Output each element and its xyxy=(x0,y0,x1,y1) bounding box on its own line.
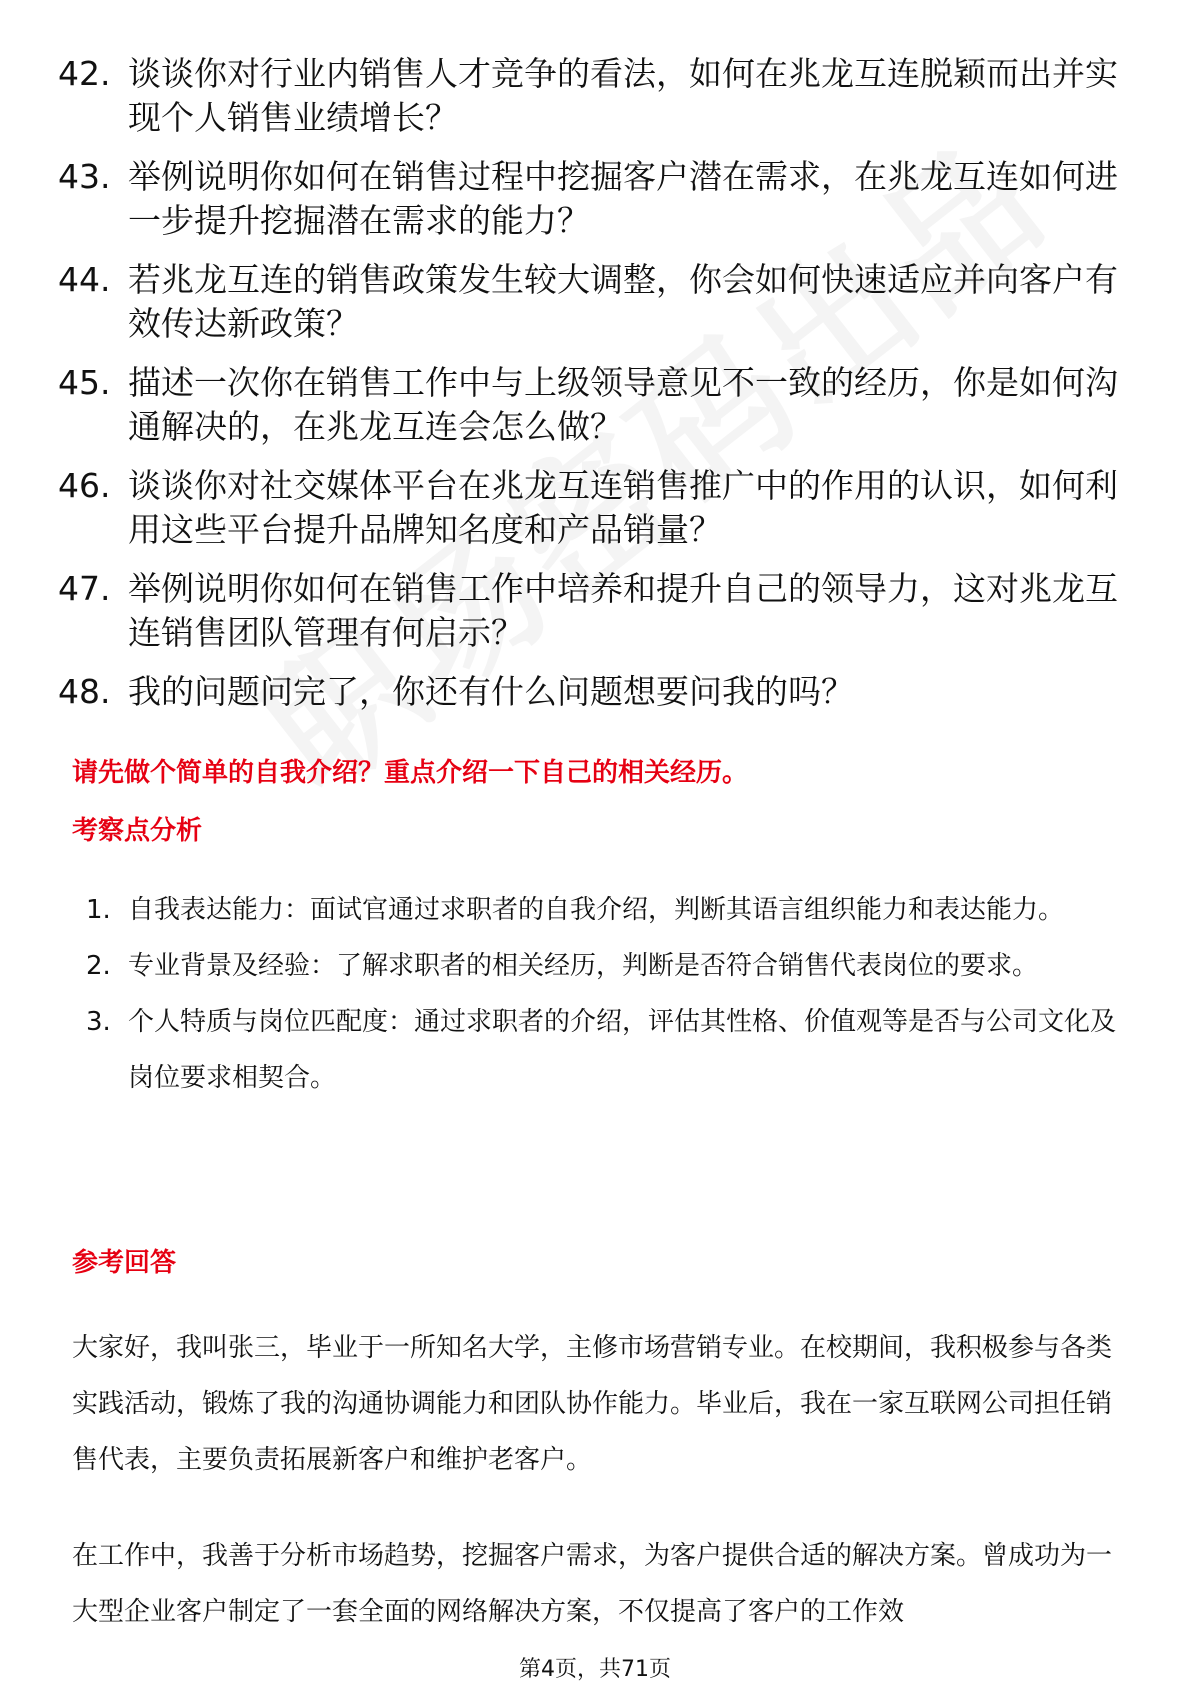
question-text: 若兆龙互连的销售政策发生较大调整，你会如何快速适应并向客户有效传达新政策？ xyxy=(128,260,1118,343)
analysis-list xyxy=(86,882,1126,1106)
analysis-text: 个人特质与岗位匹配度：通过求职者的介绍，评估其性格、价值观等是否与公司文化及岗位要求相契合。 xyxy=(128,1007,1117,1093)
question-text: 举例说明你如何在销售工作中培养和提升自己的领导力，这对兆龙互连销售团队管理有何启示？ xyxy=(128,569,1118,652)
primary-question-heading: 请先做个简单的自我介绍？重点介绍一下自己的相关经历。 xyxy=(72,758,749,788)
answer-paragraph: 在工作中，我善于分析市场趋势，挖掘客户需求，为客户提供合适的解决方案。曾成功为一大型企业客户制定了一套全面的网络解决方案，不仅提高了客户的工作效 xyxy=(72,1541,1113,1627)
analysis-number: 1. xyxy=(86,895,111,925)
question-number: 48. xyxy=(58,672,111,711)
analysis-number: 3. xyxy=(86,1007,111,1037)
question-item xyxy=(58,155,1128,243)
question-item xyxy=(58,361,1128,449)
question-item xyxy=(58,258,1128,346)
question-text: 谈谈你对社交媒体平台在兆龙互连销售推广中的作用的认识，如何利用这些平台提升品牌知名度和产品销量？ xyxy=(128,466,1118,549)
page-footer: 第4页，共71页 xyxy=(519,1657,671,1682)
question-number: 47. xyxy=(58,569,111,608)
question-text: 描述一次你在销售工作中与上级领导意见不一致的经历，你是如何沟通解决的，在兆龙互连会怎么做？ xyxy=(128,363,1118,446)
analysis-heading: 考察点分析 xyxy=(72,816,203,846)
question-text: 举例说明你如何在销售过程中挖掘客户潜在需求，在兆龙互连如何进一步提升挖掘潜在需求的能力？ xyxy=(128,157,1118,240)
question-item xyxy=(58,670,1128,714)
question-number: 44. xyxy=(58,260,111,299)
analysis-text: 自我表达能力：面试官通过求职者的自我介绍，判断其语言组织能力和表达能力。 xyxy=(128,895,1065,925)
question-item xyxy=(58,567,1128,655)
question-number: 43. xyxy=(58,157,111,196)
analysis-item xyxy=(86,882,1126,938)
question-item xyxy=(58,52,1128,140)
analysis-number: 2. xyxy=(86,951,111,981)
question-text: 我的问题问完了，你还有什么问题想要问我的吗？ xyxy=(128,672,854,711)
answer-paragraph: 大家好，我叫张三，毕业于一所知名大学，主修市场营销专业。在校期间，我积极参与各类实践活动，锻炼了我的沟通协调能力和团队协作能力。毕业后，我在一家互联网公司担任销售代表，主要负责拓展新客户和维护老客户。 xyxy=(72,1333,1113,1475)
question-number: 45. xyxy=(58,363,111,402)
analysis-text: 专业背景及经验：了解求职者的相关经历，判断是否符合销售代表岗位的要求。 xyxy=(128,951,1039,981)
analysis-item xyxy=(86,994,1126,1106)
question-number: 42. xyxy=(58,54,111,93)
question-list xyxy=(58,52,1128,729)
question-number: 46. xyxy=(58,466,111,505)
analysis-item xyxy=(86,938,1126,994)
question-item xyxy=(58,464,1128,552)
question-text: 谈谈你对行业内销售人才竞争的看法，如何在兆龙互连脱颖而出并实现个人销售业绩增长？ xyxy=(128,54,1118,137)
answer-heading: 参考回答 xyxy=(72,1248,177,1278)
